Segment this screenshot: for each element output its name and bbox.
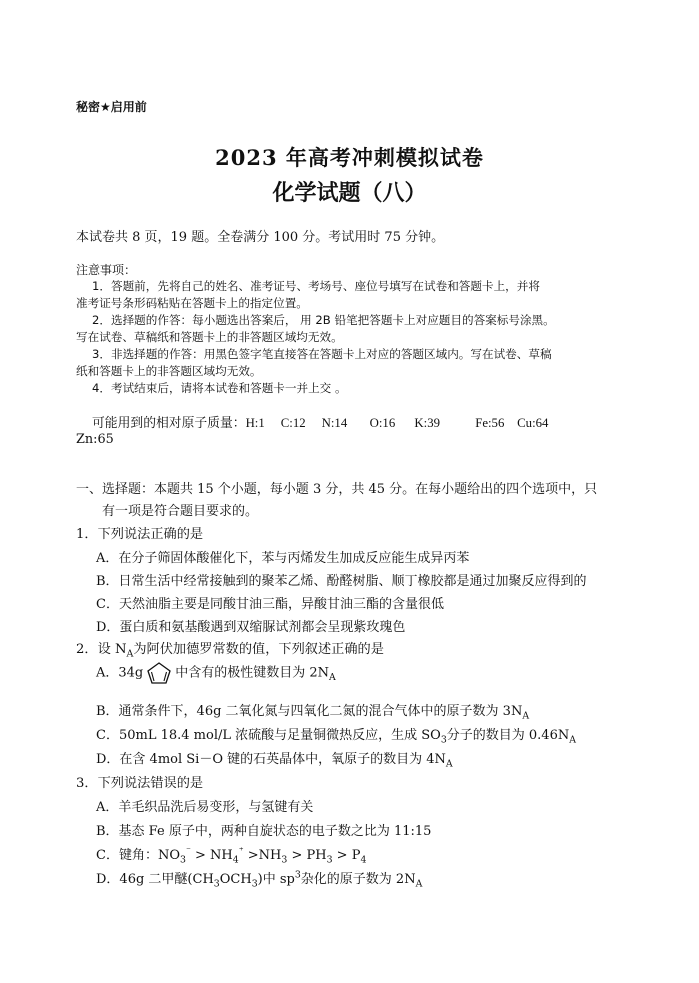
notes-heading: 注意事项： — [76, 263, 137, 277]
q2-option-c: C．50mL 18.4 mol/L 浓硫酸与足量铜微热反应，生成 $SO_3$分子的数目为 $0.46N_A$ — [96, 728, 576, 746]
exam-title: 2023 年高考冲刺模拟试卷 — [215, 145, 484, 170]
note-line: 1．答题前，先将自己的姓名、准考证号、考场号、座位号填写在试卷和答题卡上，并将 — [92, 279, 540, 293]
q1-option-c: C．天然油脂主要是同酸甘油三酯，异酸甘油三酯的含量很低 — [96, 597, 444, 612]
atomic-mass-line2: Zn:65 — [76, 432, 114, 447]
atomic-mass-values: H:1 C:12 N:14 O:16 K:39 Fe:56 Cu:64 — [245, 416, 549, 430]
q3-stem: 3．下列说法错误的是 — [76, 776, 204, 791]
secret-label: 秘密★启用前 — [76, 100, 147, 114]
section-heading: 一、选择题：本题共 15 个小题，每小题 3 分，共 45 分。在每小题给出的四个选项中，只 — [76, 482, 598, 497]
q3-option-d: D．46g 二甲醚$(CH_3OCH_3)$中 $sp^3$杂化的原子数为 $2N_A$ — [96, 869, 423, 890]
furan-ring-icon — [144, 660, 174, 686]
atomic-mass-label: 可能用到的相对原子质量： — [92, 416, 246, 431]
atomic-mass-line — [92, 412, 548, 431]
q3-option-a: A．羊毛织品洗后易变形，与氢键有关 — [96, 800, 314, 815]
exam-subtitle: 化学试题（八） — [272, 181, 427, 206]
q2-stem: 2．设 $N_A$为阿伏加德罗常数的值，下列叙述正确的是 — [76, 642, 384, 660]
q3-option-b: B．基态 Fe 原子中，两种自旋状态的电子数之比为 11:15 — [96, 824, 432, 839]
note-line: 准考证号条形码粘贴在答题卡上的指定位置。 — [76, 296, 308, 310]
note-line: 写在试卷、草稿纸和答题卡上的非答题区域均无效。 — [76, 330, 343, 344]
note-line: 2．选择题的作答：每小题选出答案后， 用 2B 铅笔把答题卡上对应题目的答案标号涂黑。 — [92, 313, 555, 327]
q1-option-a: A．在分子筛固体酸催化下，苯与丙烯发生加成反应能生成异丙苯 — [96, 551, 470, 566]
q2-option-b: B．通常条件下，46g 二氧化氮与四氧化二氮的混合气体中的原子数为 $3N_A$ — [96, 704, 530, 722]
q1-stem: 1．下列说法正确的是 — [76, 527, 204, 542]
q1-option-b: B．日常生活中经常接触到的聚苯乙烯、酚醛树脂、顺丁橡胶都是通过加聚反应得到的 — [96, 574, 587, 589]
note-line: 4．考试结束后，请将本试卷和答题卡一并上交 。 — [92, 381, 347, 395]
q2-option-a: A．34g 中含有的极性键数目为 $2N_A$ — [96, 660, 336, 686]
q3-option-c: C．键角：$NO_3^{^-} > NH_4^{^+} >NH_3 > PH_3 > P_4$ — [96, 845, 367, 866]
note-line: 纸和答题卡上的非答题区域均无效。 — [76, 364, 262, 378]
note-line: 3．非选择题的作答：用黑色签字笔直接答在答题卡上对应的答题区域内。写在试卷、草稿 — [92, 347, 552, 361]
q2-option-d: D．在含 4mol Si－O 键的石英晶体中，氧原子的数目为 $4N_A$ — [96, 752, 453, 770]
q1-option-d: D．蛋白质和氨基酸遇到双缩脲试剂都会呈现紫玫瑰色 — [96, 620, 406, 635]
section-heading-cont: 有一项是符合题目要求的。 — [102, 504, 259, 519]
exam-intro: 本试卷共 8 页，19 题。全卷满分 100 分。考试用时 75 分钟。 — [76, 230, 445, 245]
